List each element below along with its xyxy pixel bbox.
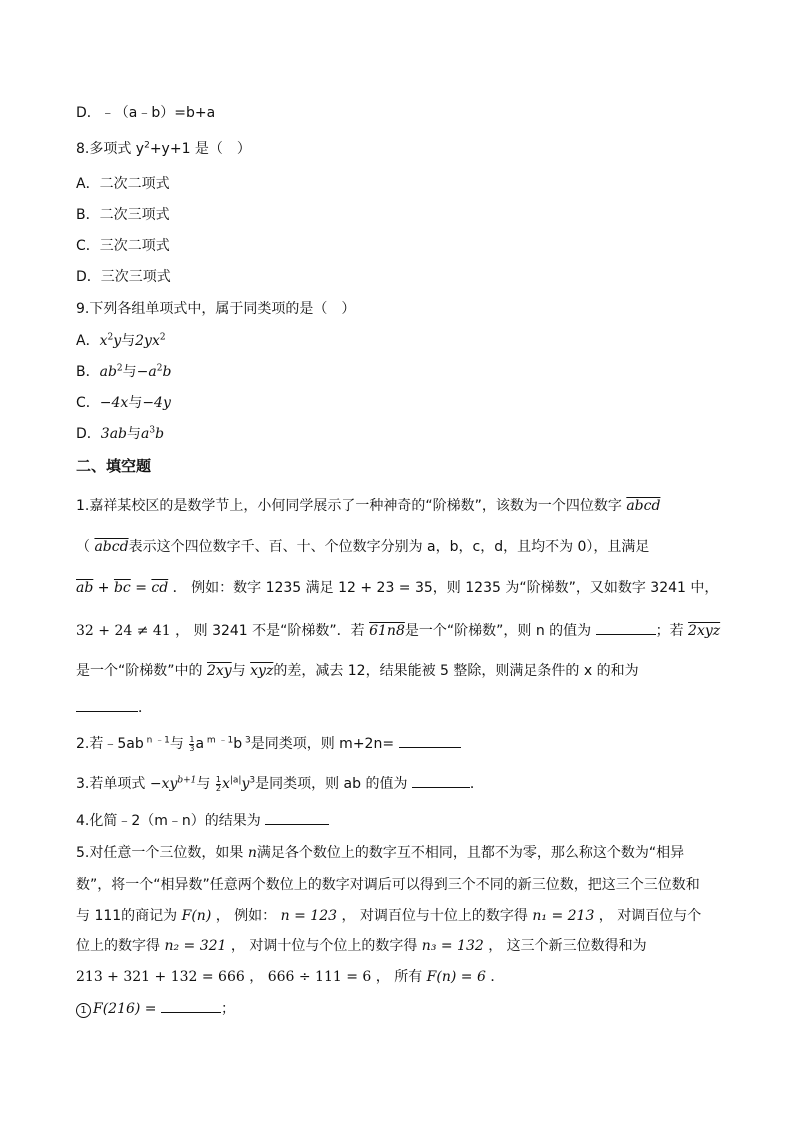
question-9-option-b: B．$ab^2$与$-a^2b$ bbox=[76, 363, 172, 380]
section-title: 二、填空题 bbox=[76, 457, 152, 475]
circled-number-1: 1 bbox=[76, 1003, 91, 1018]
fill-4: 4.化简﹣2（m﹣n）的结果为 bbox=[76, 810, 329, 831]
answer-blank-x-sum[interactable] bbox=[76, 697, 138, 712]
fill-5-line-1: 5.对任意一个三位数，如果 n满足各个数位上的数字互不相同，且都不为零，那么称这个数为“相异 bbox=[76, 845, 685, 861]
answer-blank-m2n[interactable] bbox=[399, 733, 461, 748]
answer-blank-f216[interactable] bbox=[161, 998, 221, 1013]
fill-1-line-3: $\overline{ab} + \overline{bc} = \overline{cd}$ ． 例如：数字 1235 满足 12 + 23 = 35，则 1235 为“阶梯数”，又如数字 3241 中， bbox=[76, 580, 719, 596]
question-9-option-c: C．−4x与−4y bbox=[76, 395, 171, 411]
option-d-prev: D．﹣（a﹣b）=b+a bbox=[76, 105, 216, 121]
fill-5-sub-1: 1 F(216) = ； bbox=[76, 998, 235, 1019]
fill-5-line-2: 数”，将一个“相异数”任意两个数位上的数字对调后可以得到三个不同的新三位数，把这三个三位数和 bbox=[76, 877, 700, 893]
fill-3: 3.若单项式 $-xy^{b+1}$与 $\frac{1}{2}$ $x^{|a|}y^3$是同类项，则 ab 的值为 ． bbox=[76, 774, 484, 793]
question-8-option-b: B．二次三项式 bbox=[76, 207, 170, 223]
question-9-stem: 9.下列各组单项式中，属于同类项的是（ ） bbox=[76, 301, 356, 317]
fill-1-line-2: （ abcd表示这个四位数字千、百、十、个位数字分别为 a，b，c，d，且均不为 0），且满足 bbox=[76, 539, 650, 555]
fill-1-line-5: 是一个“阶梯数”中的 2xy与 $\overline{xyz}$的差，减去 12，结果能被 5 整除，则满足条件的 x 的和为 bbox=[76, 663, 639, 679]
question-9-option-a: A．$x^2y$与$2yx^2$ bbox=[76, 332, 166, 349]
question-8-option-d: D．三次三项式 bbox=[76, 269, 171, 285]
fill-1-line-6: ． bbox=[76, 697, 152, 718]
question-8-option-a: A．二次二项式 bbox=[76, 176, 170, 192]
question-8-option-c: C．三次二项式 bbox=[76, 238, 170, 254]
fill-5-line-4: 位上的数字得 n₂ = 321 ， 对调十位与个位上的数字得 n₃ = 132 ， 这三个新三位数得和为 bbox=[76, 938, 647, 954]
question-8-stem: 8.多项式 $y^2+y+1$ 是（ ） bbox=[76, 140, 251, 157]
fill-2: 2.若﹣5ab $^{n ﹣1}$与 $\frac{1}{3}$ a $^{m ﹣1}$b $^3$是同类项，则 m+2n= bbox=[76, 733, 461, 754]
fill-5-line-5: 213 + 321 + 132 = 666 ， 666 ÷ 111 = 6 ， 所有 F(n) = 6 ． bbox=[76, 969, 505, 985]
question-9-option-d: D．3ab与$a^3b$ bbox=[76, 425, 165, 442]
answer-blank-ab[interactable] bbox=[412, 773, 470, 788]
fill-1-line-4: 32 + 24 ≠ 41 ， 则 3241 不是“阶梯数”．若 61n8是一个“阶梯数”，则 n 的值为 ；若 2xyz bbox=[76, 620, 720, 641]
answer-blank-n[interactable] bbox=[596, 620, 656, 635]
fill-1-line-1: 1.嘉祥某校区的是数学节上，小何同学展示了一种神奇的“阶梯数”，该数为一个四位数字 abcd bbox=[76, 498, 661, 514]
answer-blank-simplify[interactable] bbox=[265, 810, 329, 825]
fill-5-line-3: 与 111的商记为 F(n) ， 例如： n = 123 ， 对调百位与十位上的数字得 n₁ = 213 ， 对调百位与个 bbox=[76, 908, 702, 924]
